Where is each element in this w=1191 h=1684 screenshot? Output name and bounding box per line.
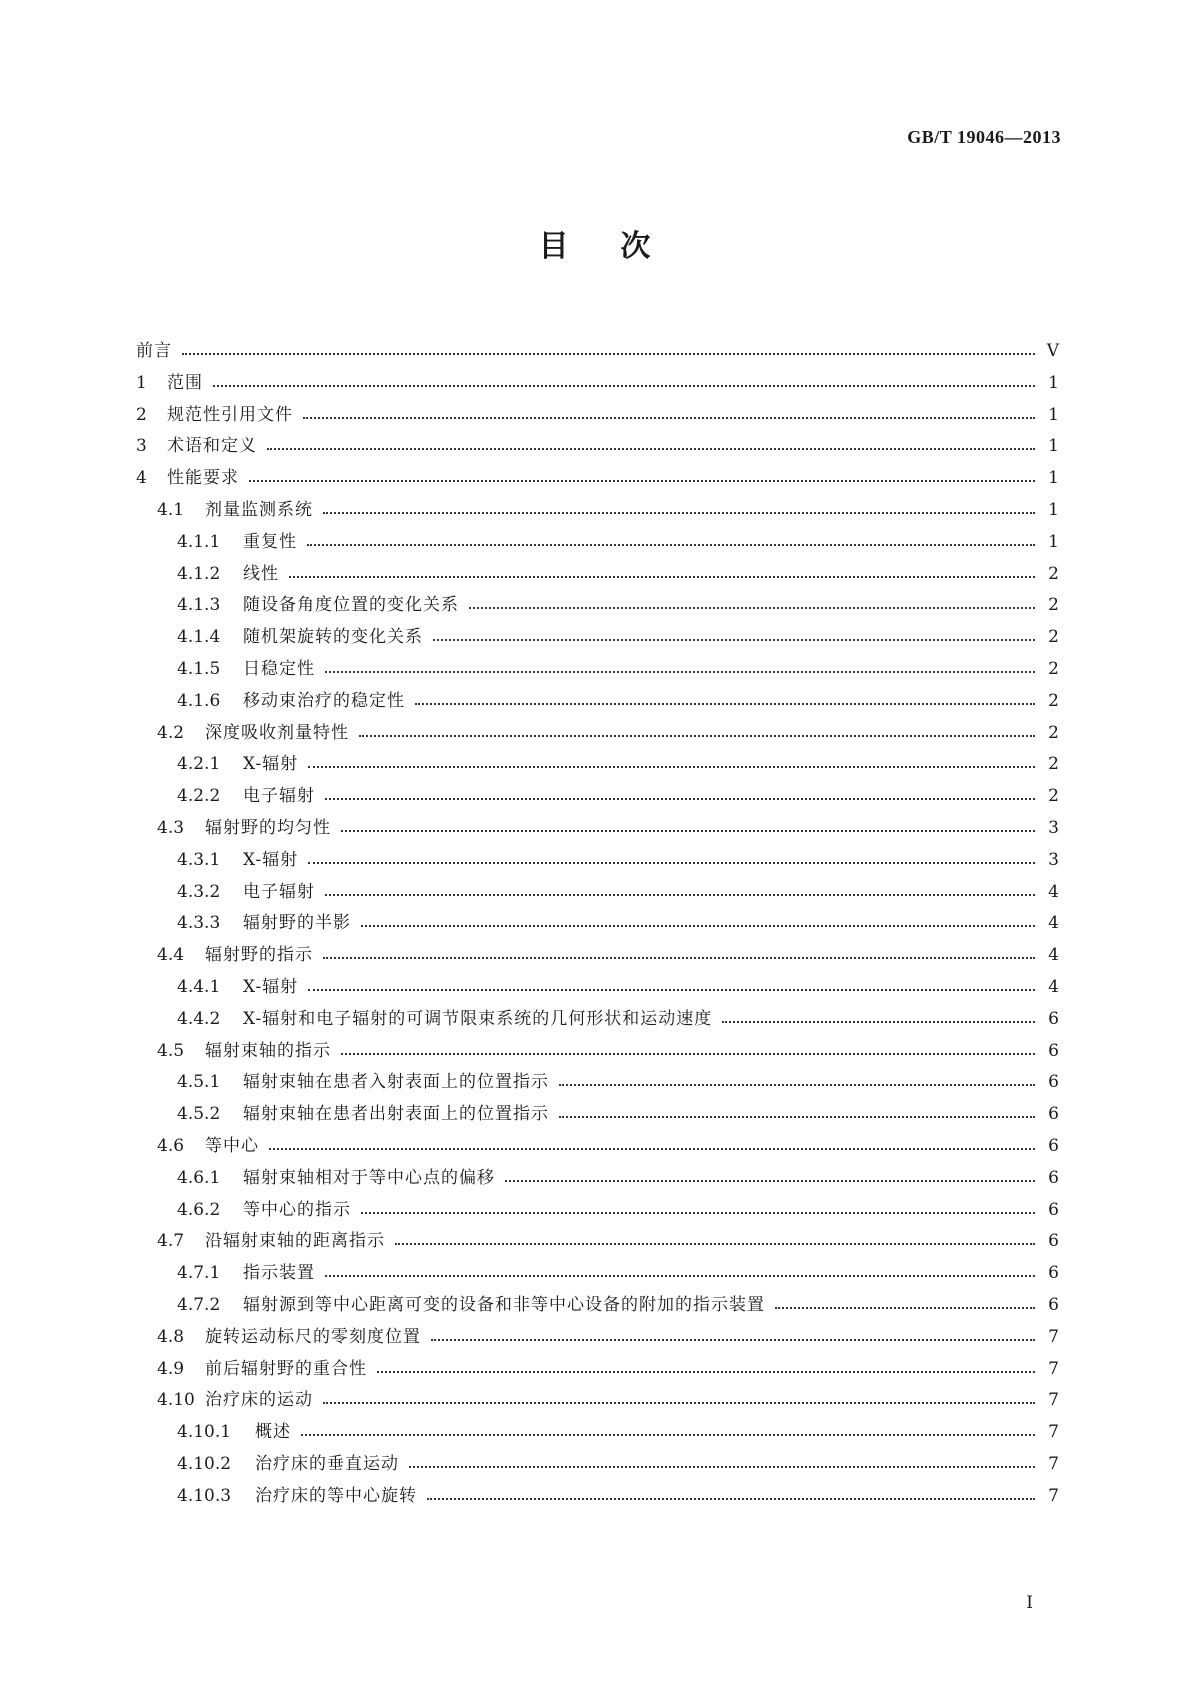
toc-entry-page: 7 bbox=[1048, 1358, 1059, 1379]
toc-entry-page: 6 bbox=[1048, 1072, 1059, 1093]
toc-entry[interactable] bbox=[136, 1477, 1059, 1509]
toc-dot-leader bbox=[469, 585, 1035, 609]
toc-entry-title: 旋转运动标尺的零刻度位置 bbox=[205, 1326, 421, 1347]
toc-entry-page: 6 bbox=[1048, 1040, 1059, 1061]
toc-entry-title: 治疗床的运动 bbox=[205, 1390, 313, 1411]
toc-entry-title: 辐射束轴在患者出射表面上的位置指示 bbox=[243, 1104, 549, 1125]
toc-entry-title: 等中心的指示 bbox=[243, 1199, 351, 1220]
toc-entry-page: 4 bbox=[1048, 945, 1059, 966]
toc-entry-page: 3 bbox=[1048, 817, 1059, 838]
toc-entry-number: 4.5 bbox=[157, 1040, 185, 1061]
toc-entry-title: 辐射束轴的指示 bbox=[205, 1040, 331, 1061]
toc-entry[interactable] bbox=[136, 1222, 1059, 1254]
toc-entry-title: 辐射野的半影 bbox=[243, 913, 351, 934]
table-of-contents bbox=[136, 332, 1059, 1508]
toc-entry-title: 重复性 bbox=[243, 531, 297, 552]
toc-entry[interactable] bbox=[136, 1191, 1059, 1223]
toc-entry[interactable] bbox=[136, 936, 1059, 968]
toc-entry[interactable] bbox=[136, 1318, 1059, 1350]
toc-dot-leader bbox=[377, 1349, 1035, 1373]
toc-entry-page: 6 bbox=[1048, 1231, 1059, 1252]
toc-entry-number: 4.3 bbox=[157, 817, 185, 838]
toc-entry-number: 4.1.6 bbox=[177, 690, 221, 711]
toc-entry-number: 4.3.1 bbox=[177, 849, 221, 870]
toc-dot-leader bbox=[267, 426, 1035, 450]
toc-entry-page: 1 bbox=[1048, 436, 1059, 457]
toc-dot-leader bbox=[308, 967, 1035, 991]
toc-entry[interactable] bbox=[136, 1063, 1059, 1095]
toc-entry-page: 7 bbox=[1048, 1422, 1059, 1443]
toc-entry-title: X-辐射 bbox=[243, 976, 299, 997]
toc-dot-leader bbox=[361, 903, 1035, 927]
standard-number: GB/T 19046—2013 bbox=[907, 127, 1061, 147]
toc-entry-number: 4.1 bbox=[157, 499, 185, 520]
toc-entry[interactable] bbox=[136, 745, 1059, 777]
toc-entry[interactable] bbox=[136, 555, 1059, 587]
toc-entry-page: 4 bbox=[1048, 881, 1059, 902]
toc-entry-title: 前后辐射野的重合性 bbox=[205, 1358, 367, 1379]
toc-entry-page: 7 bbox=[1048, 1485, 1059, 1506]
toc-entry-page: 2 bbox=[1048, 627, 1059, 648]
toc-entry-number: 4 bbox=[136, 468, 147, 489]
toc-dot-leader bbox=[301, 1412, 1035, 1436]
toc-entry-title: 电子辐射 bbox=[243, 881, 315, 902]
toc-entry-page: 2 bbox=[1048, 786, 1059, 807]
toc-entry-page: 4 bbox=[1048, 913, 1059, 934]
toc-entry-page: 6 bbox=[1048, 1104, 1059, 1125]
toc-entry-title: 指示装置 bbox=[243, 1263, 315, 1284]
toc-entry-page: 1 bbox=[1048, 531, 1059, 552]
toc-dot-leader bbox=[307, 522, 1035, 546]
toc-dot-leader bbox=[325, 649, 1035, 673]
toc-entry[interactable] bbox=[136, 1127, 1059, 1159]
toc-entry[interactable] bbox=[136, 1381, 1059, 1413]
toc-dot-leader bbox=[433, 617, 1035, 641]
toc-entry[interactable] bbox=[136, 1350, 1059, 1382]
toc-entry-title: 范围 bbox=[167, 372, 203, 393]
toc-entry-title: 电子辐射 bbox=[243, 786, 315, 807]
toc-dot-leader bbox=[325, 1253, 1035, 1277]
toc-entry[interactable] bbox=[136, 714, 1059, 746]
toc-entry-number: 4.4 bbox=[157, 945, 185, 966]
toc-entry[interactable] bbox=[136, 523, 1059, 555]
toc-dot-leader bbox=[341, 1031, 1035, 1055]
toc-entry-title: 规范性引用文件 bbox=[167, 404, 293, 425]
toc-entry[interactable] bbox=[136, 968, 1059, 1000]
toc-entry-number: 4.6.2 bbox=[177, 1199, 221, 1220]
toc-entry-page: 1 bbox=[1048, 404, 1059, 425]
toc-entry-number: 4.10.2 bbox=[177, 1453, 232, 1474]
toc-entry-page: 1 bbox=[1048, 372, 1059, 393]
toc-entry-number: 4.4.1 bbox=[177, 976, 221, 997]
toc-entry-number: 4.1.5 bbox=[177, 658, 221, 679]
toc-dot-leader bbox=[559, 1094, 1035, 1118]
toc-entry[interactable] bbox=[136, 1032, 1059, 1064]
toc-dot-leader bbox=[409, 1444, 1035, 1468]
toc-entry[interactable] bbox=[136, 1254, 1059, 1286]
toc-entry-title: 深度吸收剂量特性 bbox=[205, 722, 349, 743]
toc-entry-page: 4 bbox=[1048, 976, 1059, 997]
toc-entry-page: 2 bbox=[1048, 722, 1059, 743]
toc-entry-title: 治疗床的垂直运动 bbox=[255, 1453, 399, 1474]
toc-entry-title: 术语和定义 bbox=[167, 436, 257, 457]
toc-entry-title: 辐射野的指示 bbox=[205, 945, 313, 966]
toc-dot-leader bbox=[427, 1476, 1035, 1500]
toc-entry[interactable] bbox=[136, 396, 1059, 428]
toc-entry[interactable] bbox=[136, 1159, 1059, 1191]
toc-dot-leader bbox=[361, 1190, 1035, 1214]
toc-entry-number: 4.7 bbox=[157, 1231, 185, 1252]
toc-entry[interactable] bbox=[136, 1000, 1059, 1032]
toc-dot-leader bbox=[249, 458, 1035, 482]
toc-dot-leader bbox=[308, 840, 1035, 864]
toc-entry[interactable] bbox=[136, 1445, 1059, 1477]
toc-dot-leader bbox=[323, 1380, 1035, 1404]
toc-entry-title: X-辐射和电子辐射的可调节限束系统的几何形状和运动速度 bbox=[243, 1008, 713, 1029]
toc-entry-title: 线性 bbox=[243, 563, 279, 584]
toc-dot-leader bbox=[269, 1126, 1035, 1150]
toc-dot-leader bbox=[431, 1317, 1035, 1341]
toc-entry-number: 4.2.1 bbox=[177, 754, 221, 775]
toc-entry-title: 辐射束轴相对于等中心点的偏移 bbox=[243, 1167, 495, 1188]
toc-entry-number: 4.8 bbox=[157, 1326, 185, 1347]
toc-entry-number: 4.3.2 bbox=[177, 881, 221, 902]
toc-entry-number: 4.1.3 bbox=[177, 595, 221, 616]
toc-entry-page: 6 bbox=[1048, 1167, 1059, 1188]
toc-entry-title: 前言 bbox=[136, 341, 172, 361]
toc-entry-number: 4.7.1 bbox=[177, 1263, 221, 1284]
toc-dot-leader bbox=[213, 363, 1035, 387]
toc-entry-number: 4.1.4 bbox=[177, 627, 221, 648]
toc-entry[interactable] bbox=[136, 682, 1059, 714]
toc-entry-page: 6 bbox=[1048, 1263, 1059, 1284]
toc-entry-number: 4.2.2 bbox=[177, 786, 221, 807]
toc-entry-page: 2 bbox=[1048, 754, 1059, 775]
toc-entry-page: 2 bbox=[1048, 690, 1059, 711]
toc-entry-number: 4.10.1 bbox=[177, 1422, 232, 1443]
toc-entry[interactable] bbox=[136, 809, 1059, 841]
toc-entry-number: 4.7.2 bbox=[177, 1294, 221, 1315]
toc-entry[interactable] bbox=[136, 491, 1059, 523]
toc-dot-leader bbox=[359, 713, 1035, 737]
toc-dot-leader bbox=[559, 1062, 1035, 1086]
toc-dot-leader bbox=[505, 1158, 1035, 1182]
toc-entry[interactable] bbox=[136, 618, 1059, 650]
toc-entry-number: 4.5.1 bbox=[177, 1072, 221, 1093]
toc-entry[interactable] bbox=[136, 459, 1059, 491]
toc-entry-title: X-辐射 bbox=[243, 849, 299, 870]
toc-entry-page: 6 bbox=[1048, 1008, 1059, 1029]
toc-entry-title: 剂量监测系统 bbox=[205, 499, 313, 520]
toc-entry[interactable] bbox=[136, 873, 1059, 905]
toc-entry-number: 4.6 bbox=[157, 1135, 185, 1156]
toc-entry-page: 7 bbox=[1048, 1326, 1059, 1347]
toc-entry-page: 2 bbox=[1048, 595, 1059, 616]
toc-entry-title: 辐射束轴在患者入射表面上的位置指示 bbox=[243, 1072, 549, 1093]
toc-entry[interactable] bbox=[136, 1095, 1059, 1127]
toc-entry-number: 4.1.2 bbox=[177, 563, 221, 584]
toc-entry-page: 6 bbox=[1048, 1135, 1059, 1156]
toc-dot-leader bbox=[775, 1285, 1035, 1309]
toc-dot-leader bbox=[341, 808, 1035, 832]
toc-entry[interactable] bbox=[136, 841, 1059, 873]
toc-entry-title: 辐射野的均匀性 bbox=[205, 817, 331, 838]
toc-entry-title: 沿辐射束轴的距离指示 bbox=[205, 1231, 385, 1252]
toc-entry-page: 6 bbox=[1048, 1199, 1059, 1220]
toc-entry-number: 3 bbox=[136, 436, 147, 457]
toc-entry[interactable] bbox=[136, 332, 1059, 364]
toc-entry-title: X-辐射 bbox=[243, 754, 299, 775]
toc-entry-title: 随设备角度位置的变化关系 bbox=[243, 595, 459, 616]
toc-dot-leader bbox=[308, 744, 1035, 768]
toc-entry-number: 4.1.1 bbox=[177, 531, 221, 552]
toc-entry-title: 辐射源到等中心距离可变的设备和非等中心设备的附加的指示装置 bbox=[243, 1294, 765, 1315]
toc-entry-number: 4.5.2 bbox=[177, 1104, 221, 1125]
toc-entry-page: 7 bbox=[1048, 1390, 1059, 1411]
toc-entry-number: 4.6.1 bbox=[177, 1167, 221, 1188]
toc-entry-page: 2 bbox=[1048, 563, 1059, 584]
toc-entry-page: 1 bbox=[1048, 499, 1059, 520]
toc-entry[interactable] bbox=[136, 1286, 1059, 1318]
toc-entry[interactable] bbox=[136, 1413, 1059, 1445]
toc-entry-number: 2 bbox=[136, 404, 147, 425]
toc-entry-page: 7 bbox=[1048, 1453, 1059, 1474]
toc-entry-title: 随机架旋转的变化关系 bbox=[243, 627, 423, 648]
toc-entry[interactable] bbox=[136, 586, 1059, 618]
toc-dot-leader bbox=[415, 681, 1035, 705]
toc-entry-title: 移动束治疗的稳定性 bbox=[243, 690, 405, 711]
toc-entry-page: 2 bbox=[1048, 658, 1059, 679]
toc-dot-leader bbox=[303, 395, 1035, 419]
toc-dot-leader bbox=[395, 1221, 1035, 1245]
toc-dot-leader bbox=[325, 776, 1035, 800]
toc-entry-number: 4.3.3 bbox=[177, 913, 221, 934]
toc-entry-number: 4.9 bbox=[157, 1358, 185, 1379]
toc-entry[interactable] bbox=[136, 650, 1059, 682]
toc-entry-number: 4.10.3 bbox=[177, 1485, 232, 1506]
toc-entry-page: 6 bbox=[1048, 1294, 1059, 1315]
toc-entry-title: 日稳定性 bbox=[243, 658, 315, 679]
toc-entry-title: 等中心 bbox=[205, 1135, 259, 1156]
toc-entry-number: 4.10 bbox=[157, 1390, 195, 1411]
page-number: I bbox=[1026, 1593, 1033, 1613]
toc-entry[interactable] bbox=[136, 904, 1059, 936]
toc-entry-number: 4.2 bbox=[157, 722, 185, 743]
toc-dot-leader bbox=[323, 935, 1035, 959]
toc-entry-title: 概述 bbox=[255, 1422, 291, 1443]
toc-entry-page: 3 bbox=[1048, 849, 1059, 870]
toc-entry-page: V bbox=[1046, 341, 1059, 361]
toc-entry-number: 4.4.2 bbox=[177, 1008, 221, 1029]
toc-entry-number: 1 bbox=[136, 372, 147, 393]
toc-entry[interactable] bbox=[136, 364, 1059, 396]
toc-dot-leader bbox=[289, 554, 1035, 578]
toc-entry[interactable] bbox=[136, 777, 1059, 809]
toc-entry-page: 1 bbox=[1048, 468, 1059, 489]
toc-dot-leader bbox=[323, 490, 1035, 514]
page-title: 目 次 bbox=[538, 229, 653, 264]
toc-entry-title: 性能要求 bbox=[167, 468, 239, 489]
toc-entry[interactable] bbox=[136, 427, 1059, 459]
toc-dot-leader bbox=[722, 999, 1035, 1023]
toc-dot-leader bbox=[182, 331, 1035, 355]
toc-dot-leader bbox=[325, 872, 1035, 896]
toc-entry-title: 治疗床的等中心旋转 bbox=[255, 1485, 417, 1506]
